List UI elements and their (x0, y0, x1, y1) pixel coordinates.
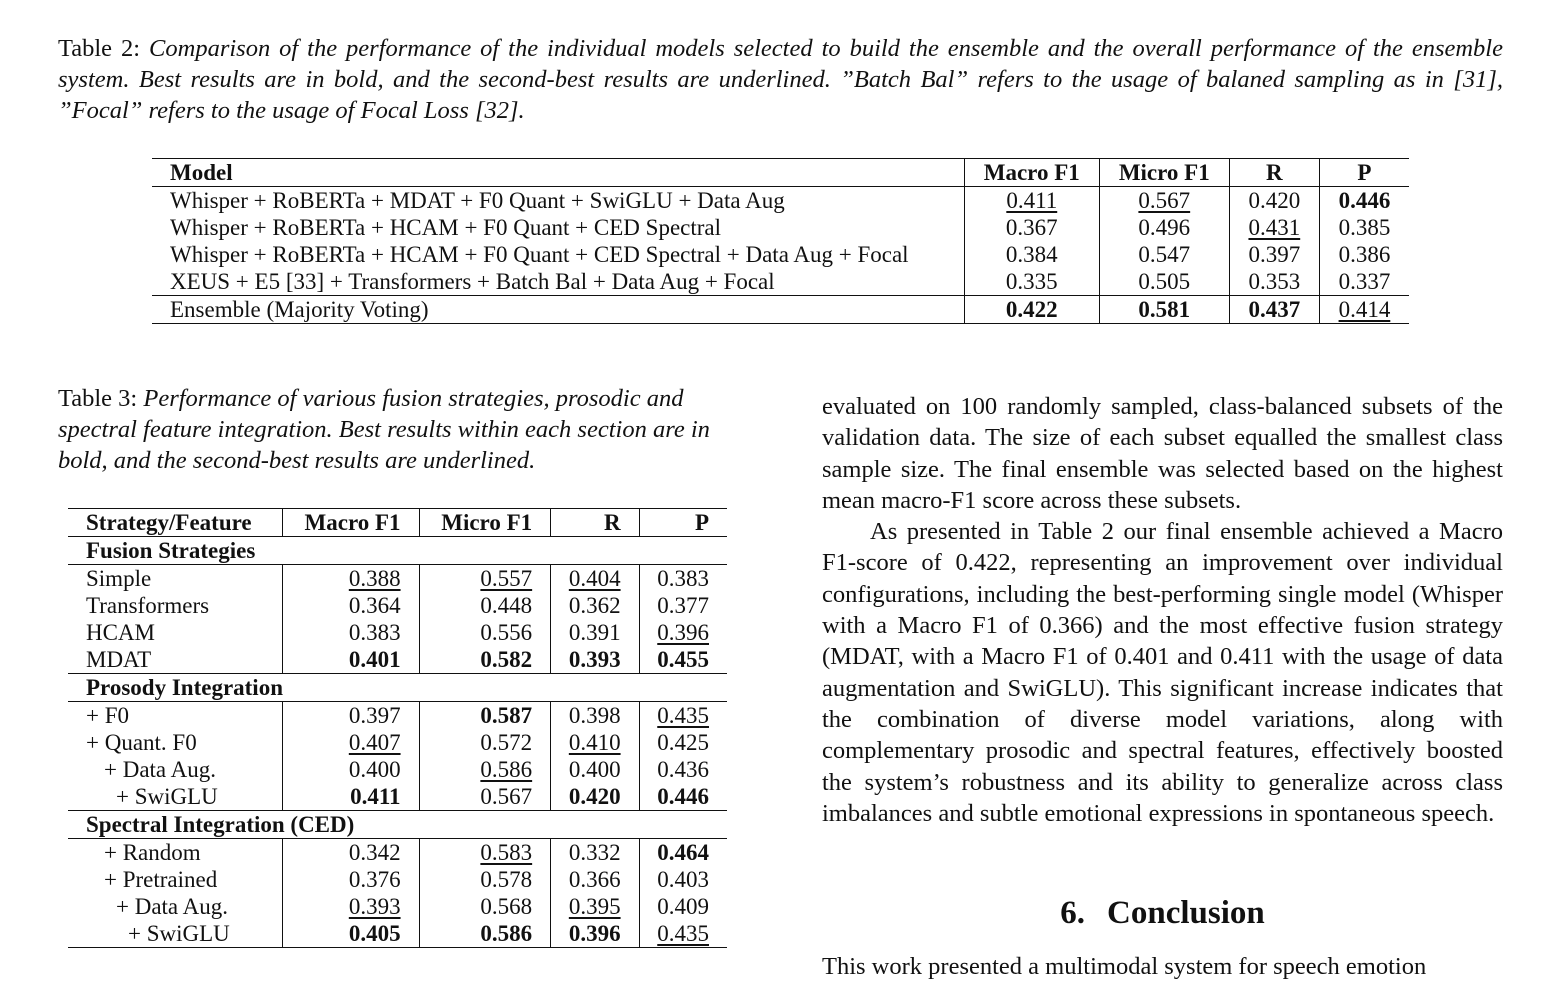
table3-header-row (68, 509, 727, 537)
table3-cell-micro: 0.557 (480, 565, 533, 591)
table3-header-p: P (639, 509, 727, 537)
table3-cell-r: 0.420 (568, 783, 621, 809)
table3-cell-p: 0.435 (657, 920, 709, 946)
table2-header-micro: Micro F1 (1099, 159, 1229, 187)
table3-cell-name: Simple (86, 565, 152, 591)
table3-cell-name: Transformers (86, 592, 210, 618)
table3-cell-p: 0.383 (657, 565, 709, 591)
table-row (68, 920, 727, 948)
table-row (152, 214, 1409, 241)
table3-cell-name: + Data Aug. (104, 756, 216, 782)
table3-header-strategy: Strategy/Feature (68, 509, 282, 537)
table3-caption-text: Performance of various fusion strategies, prosodic and spectral feature integration. Best results within each section are in bold, and the second-best results are underlined. (58, 385, 710, 474)
table-row (68, 893, 727, 920)
table3-section-title: Prosody Integration (68, 674, 727, 702)
table3-cell-p: 0.377 (657, 592, 709, 618)
table3-cell-micro: 0.572 (480, 729, 533, 755)
table3-cell-macro: 0.400 (348, 756, 401, 782)
table2-cell-p: 0.337 (1319, 268, 1409, 296)
table2-cell-model: Ensemble (Majority Voting) (152, 296, 964, 324)
table3-cell-r: 0.362 (568, 592, 621, 618)
table3-cell-macro: 0.401 (348, 646, 401, 672)
table3-cell-macro: 0.397 (348, 702, 401, 728)
table3-cell-r: 0.400 (568, 756, 621, 782)
table3-header-micro: Micro F1 (419, 509, 551, 537)
table3-cell-macro: 0.411 (350, 783, 401, 809)
table3-cell-p: 0.409 (657, 893, 709, 919)
table3-cell-name: + F0 (86, 702, 130, 728)
table2-cell-p: 0.414 (1319, 296, 1409, 324)
table-row (152, 241, 1409, 268)
table3-cell-r: 0.410 (568, 729, 621, 755)
table3-cell-p: 0.425 (657, 729, 709, 755)
table2-cell-micro: 0.496 (1099, 214, 1229, 241)
section-first-line: This work presented a multimodal system for speech emotion (822, 953, 1427, 980)
table3-cell-micro: 0.583 (480, 839, 533, 865)
table3-cell-micro: 0.556 (480, 619, 533, 645)
table3-cell-r: 0.391 (568, 619, 621, 645)
table3-cell-r: 0.404 (568, 565, 621, 591)
table2-cell-r: 0.431 (1229, 214, 1319, 241)
table3-cell-p: 0.446 (657, 783, 709, 809)
table3-section-row (68, 537, 727, 565)
table2-cell-micro: 0.547 (1099, 241, 1229, 268)
table3-cell-r: 0.398 (568, 702, 621, 728)
table3-cell-name: + Pretrained (104, 866, 218, 892)
table3-header-r: R (551, 509, 639, 537)
table3-cell-p: 0.455 (657, 646, 709, 672)
table2-cell-macro: 0.411 (964, 187, 1099, 215)
table-row (68, 839, 727, 867)
table3-cell-name: + Data Aug. (116, 893, 228, 919)
table2-cell-micro: 0.581 (1099, 296, 1229, 324)
table3-cell-name: + Random (104, 839, 201, 865)
table2-cell-model: Whisper + RoBERTa + MDAT + F0 Quant + SwiGLU + Data Aug (170, 187, 785, 213)
table3-cell-micro: 0.568 (480, 893, 533, 919)
table2-cell-r: 0.397 (1229, 241, 1319, 268)
table3-cell-name: + SwiGLU (116, 783, 218, 809)
table3-cell-macro: 0.364 (348, 592, 401, 618)
table3-cell-micro: 0.586 (480, 920, 533, 946)
table3-cell-p: 0.436 (657, 756, 709, 782)
table3-cell-r: 0.332 (568, 839, 621, 865)
table2-cell-macro: 0.422 (964, 296, 1099, 324)
table-row (152, 268, 1409, 296)
table3-cell-name: HCAM (86, 619, 156, 645)
table-row (68, 729, 727, 756)
table3-cell-name: + Quant. F0 (86, 729, 197, 755)
table2-label: Table 2: (58, 35, 141, 62)
table3-section-title: Spectral Integration (CED) (68, 811, 727, 839)
table3-cell-micro: 0.587 (480, 702, 533, 728)
section-heading (822, 893, 1503, 933)
table3-section-row (68, 674, 727, 702)
table-row (68, 756, 727, 783)
table2-cell-model: Whisper + RoBERTa + HCAM + F0 Quant + CED Spectral (170, 214, 722, 240)
section-title: Conclusion (1107, 895, 1265, 931)
table3-cell-micro: 0.567 (480, 783, 533, 809)
table-row (68, 619, 727, 646)
table2-cell-macro: 0.335 (964, 268, 1099, 296)
table-row (152, 187, 1409, 215)
table2-caption-text: Comparison of the performance of the individual models selected to build the ensemble and the overall performance of the ensemble system. Best results are in bold, and the second-best results are underlined. ”Batch Bal” refers to the usage of balaned sampling as in [31], ”Focal” refers to the usage of Focal Loss [32]. (58, 35, 1503, 124)
table3-section-title: Fusion Strategies (68, 537, 727, 565)
table3-cell-p: 0.435 (657, 702, 709, 728)
table-row (68, 866, 727, 893)
table2-cell-micro: 0.567 (1099, 187, 1229, 215)
table3-cell-p: 0.464 (657, 839, 709, 865)
body-paragraph: evaluated on 100 randomly sampled, class-balanced subsets of the validation data. The size of each subset equalled the smallest class sample size. The final ensemble was selected based on the highest mean macro-F1 score across these subsets. (822, 393, 1503, 514)
section-number: 6. (1060, 895, 1086, 931)
table3-cell-macro: 0.342 (348, 839, 401, 865)
table3-label: Table 3: (58, 385, 138, 412)
table-row (68, 565, 727, 593)
table-row (152, 296, 1409, 324)
table3-cell-micro: 0.448 (480, 592, 533, 618)
table2-cell-micro: 0.505 (1099, 268, 1229, 296)
table2-cell-model: Whisper + RoBERTa + HCAM + F0 Quant + CED Spectral + Data Aug + Focal (170, 241, 909, 267)
table2-header-r: R (1229, 159, 1319, 187)
table2-cell-r: 0.437 (1229, 296, 1319, 324)
table3-cell-macro: 0.388 (348, 565, 401, 591)
table3 (68, 508, 727, 948)
table3-cell-macro: 0.383 (348, 619, 401, 645)
table3-cell-micro: 0.582 (480, 646, 533, 672)
table-row (68, 646, 727, 674)
table3-cell-name: MDAT (86, 646, 152, 672)
table-row (68, 702, 727, 730)
table3-section-row (68, 811, 727, 839)
body-text (822, 391, 1503, 829)
table2-cell-r: 0.420 (1229, 187, 1319, 215)
table2-header-macro: Macro F1 (964, 159, 1099, 187)
table2-header-p: P (1319, 159, 1409, 187)
table3-cell-micro: 0.578 (480, 866, 533, 892)
table2 (152, 158, 1409, 324)
table3-cell-name: + SwiGLU (68, 920, 282, 948)
table3-cell-macro: 0.376 (348, 866, 401, 892)
table3-cell-p: 0.396 (657, 619, 709, 645)
table2-header-model: Model (152, 159, 964, 187)
table3-cell-macro: 0.393 (348, 893, 401, 919)
table3-caption (58, 383, 748, 476)
table2-caption (58, 33, 1503, 126)
table3-cell-r: 0.393 (568, 646, 621, 672)
table-row (68, 783, 727, 811)
table3-cell-macro: 0.405 (348, 920, 401, 946)
table2-cell-model: XEUS + E5 [33] + Transformers + Batch Bal + Data Aug + Focal (170, 268, 775, 294)
table3-cell-r: 0.396 (568, 920, 621, 946)
table3-cell-r: 0.395 (568, 893, 621, 919)
table2-cell-p: 0.386 (1319, 241, 1409, 268)
body-paragraph: As presented in Table 2 our final ensemble achieved a Macro F1-score of 0.422, representing an improvement over individual configurations, including the best-performing single model (Whisper with a Macro F1 of 0.366) and the most effective fusion strategy (MDAT, with a Macro F1 of 0.401 and 0.411 with the usage of data augmentation and SwiGLU). This significant increase indicates that the combination of diverse model variations, along with complementary prosodic and spectral features, effectively boosted the system’s robustness and its ability to generalize across class imbalances and subtle emotional expressions in spontaneous speech. (822, 518, 1503, 827)
table2-cell-macro: 0.384 (964, 241, 1099, 268)
table2-header-row (152, 159, 1409, 187)
table2-cell-p: 0.446 (1319, 187, 1409, 215)
table3-cell-p: 0.403 (657, 866, 709, 892)
table2-cell-macro: 0.367 (964, 214, 1099, 241)
table3-cell-macro: 0.407 (348, 729, 401, 755)
table-row (68, 592, 727, 619)
table2-cell-p: 0.385 (1319, 214, 1409, 241)
table3-cell-r: 0.366 (568, 866, 621, 892)
table2-cell-r: 0.353 (1229, 268, 1319, 296)
table3-header-macro: Macro F1 (282, 509, 419, 537)
table3-cell-micro: 0.586 (480, 756, 533, 782)
